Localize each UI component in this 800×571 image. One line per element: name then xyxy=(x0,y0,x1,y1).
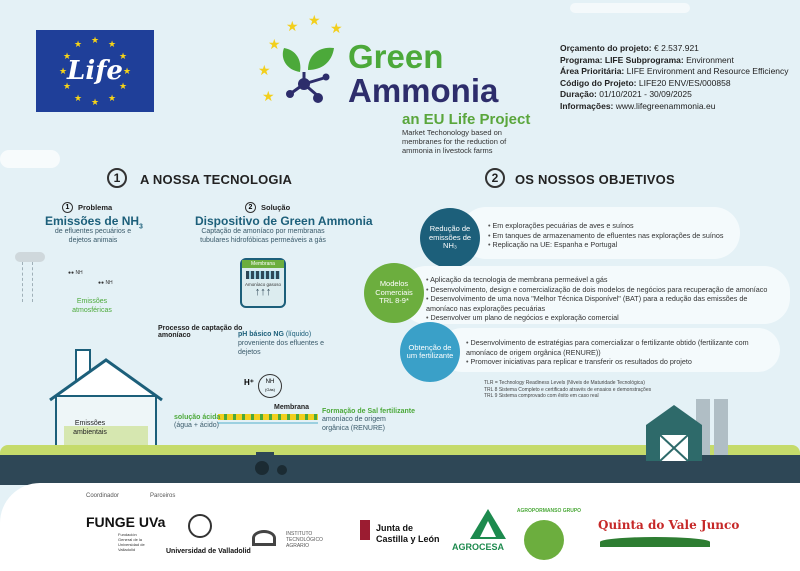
ph-description: proveniente dos efluentes e dejetos xyxy=(238,340,325,356)
star-icon: ★ xyxy=(108,93,117,103)
objective-circle-2: Modelos Comerciais TRL 8-9* xyxy=(364,263,424,323)
objective-item: • Em explorações pecuárias de aves e suínos xyxy=(488,221,730,231)
emissoes-atmosfericas-label: Emissões atmosféricas xyxy=(72,298,112,314)
objective-circle-1: Redução de emissões de NH₃ xyxy=(420,208,480,268)
eu-life-logo xyxy=(36,30,154,112)
nh3-small-label: NH xyxy=(105,280,113,286)
star-icon: ★ xyxy=(268,36,281,52)
info-value: LIFE Environment and Resource Efficiency xyxy=(626,66,789,76)
info-line xyxy=(560,43,789,55)
nh3-molecule: ●● NH xyxy=(68,270,83,276)
objective-item: • Desenvolvimento de estratégias para comercializar o fertilizante obtido (fertilizante com amoníaco de origem orgânica (RENURE)) xyxy=(466,338,770,357)
solution-description: Captação de amoníaco por membranas tubulares hidrofóbicas permeáveis a gás xyxy=(200,228,326,244)
membrane-label: Membrana xyxy=(242,260,284,268)
farm-barn-illustration xyxy=(640,395,740,465)
ph-basico-text: pH básico NG xyxy=(238,331,284,338)
cloud-icon xyxy=(15,252,45,262)
star-icon: ★ xyxy=(108,39,117,49)
partner-funge-sub: Fundación General de la Universidad de Valladolid xyxy=(118,532,145,552)
itacyl-logo-icon xyxy=(252,530,276,546)
star-icon: ★ xyxy=(330,20,343,36)
partner-agrocesa: AGROCESA xyxy=(452,542,505,552)
rain-icon xyxy=(32,262,33,302)
objective-item: • Desenvolvimento de uma nova "Melhor Técnica Disponível" (BAT) para a redução das emissões de amoníaco nas explorações pecuárias xyxy=(426,294,780,313)
molecule-leaf-icon xyxy=(278,40,342,108)
objective-box-2 xyxy=(400,266,790,324)
cloud xyxy=(0,150,60,168)
brand-description: Market Techonology based on membranes for the reduction of ammonia in livestock farms xyxy=(402,128,507,155)
nh3-small-label: NH xyxy=(75,270,83,276)
problem-heading-sub: 3 xyxy=(139,223,143,231)
star-icon: ★ xyxy=(286,18,299,34)
up-arrows-icon: ↑↑↑ xyxy=(254,286,272,298)
objective-item: • Aplicação da tecnologia de membrana permeável a gás xyxy=(426,275,780,285)
objective-circle-3: Obtenção de um fertilizante xyxy=(400,322,460,382)
processo-label: Processo de captação do amoníaco xyxy=(158,325,243,339)
nh3-gas-label: (Gás) xyxy=(265,387,275,392)
brand-subtitle: an EU Life Project xyxy=(402,111,531,128)
info-label: Orçamento do projeto: xyxy=(560,43,652,53)
emissoes-ambientais-label: Emissões ambientais xyxy=(73,420,107,436)
info-value: 01/10/2021 - 30/09/2025 xyxy=(599,89,692,99)
info-label: Duração: xyxy=(560,89,597,99)
agropormanso-logo-icon xyxy=(524,520,564,560)
cloud xyxy=(570,3,690,13)
solution-heading: Dispositivo de Green Ammonia xyxy=(195,214,373,228)
jcyl-shield-icon xyxy=(360,520,370,540)
section-2-number: 2 xyxy=(485,168,505,188)
info-value: Environment xyxy=(686,54,734,65)
star-icon: ★ xyxy=(74,39,83,49)
info-label: Código do Projeto: xyxy=(560,77,637,88)
info-line xyxy=(560,78,789,90)
membrane-tube xyxy=(218,414,318,420)
star-icon: ★ xyxy=(74,93,83,103)
trl-note: TLR = Technology Readiness Levels (Níveis de Maturidade Tecnológica) xyxy=(484,380,645,386)
objective-item: • Replicação na UE: Espanha e Portugal xyxy=(488,240,730,250)
tractor-icon xyxy=(248,446,292,476)
h-plus-label: H⁺ xyxy=(244,378,254,387)
star-icon: ★ xyxy=(91,35,100,45)
star-icon: ★ xyxy=(308,12,321,28)
star-icon: ★ xyxy=(91,97,100,107)
trl-note: TRL 8 Sistema Completo e certificado através de ensaios e demonstrações xyxy=(484,386,652,393)
star-icon: ★ xyxy=(123,66,132,76)
uva-seal-icon xyxy=(188,514,212,538)
star-icon: ★ xyxy=(119,81,128,91)
section-1-title: A NOSSA TECNOLOGIA xyxy=(140,172,293,187)
info-line xyxy=(560,66,789,78)
info-value: € 2.537.921 xyxy=(654,43,699,53)
star-icon: ★ xyxy=(258,62,271,78)
objective-item: • Promover iniciativas para replicar e transferir os resultados do projeto xyxy=(466,357,770,367)
partner-uva: Universidad de Valladolid xyxy=(166,548,251,555)
partners-label: Parceiros xyxy=(150,493,176,499)
partner-itacyl: INSTITUTO TECNOLÓGICO AGRARIO xyxy=(286,531,323,549)
star-icon: ★ xyxy=(63,81,72,91)
brand-title-2: Ammonia xyxy=(348,72,499,109)
formacao-desc: amoníaco de origem orgânica (RENURE) xyxy=(322,416,386,432)
partner-agropormanso: AGROPORMANSO GRUPO xyxy=(516,508,582,514)
section-1-number: 1 xyxy=(107,168,127,188)
problem-heading-text: Emissões de NH xyxy=(45,214,140,228)
ph-liquido-text: (líquido) xyxy=(285,331,312,338)
solution-label: Solução xyxy=(261,203,291,212)
problem-label: Problema xyxy=(78,203,113,212)
nh3-gas-molecule xyxy=(258,374,282,398)
info-label: Programa: LIFE Subprograma: xyxy=(560,54,684,65)
nh3-molecule: ●● NH xyxy=(98,280,113,286)
objective-box-3 xyxy=(440,328,780,372)
membrane-device xyxy=(240,258,286,308)
objective-box-1 xyxy=(460,207,740,259)
partner-funge xyxy=(86,514,165,530)
trl-notes xyxy=(484,380,651,400)
nh3-label: NH xyxy=(265,379,275,385)
info-value[interactable]: www.lifegreenammonia.eu xyxy=(615,100,716,111)
solucao-acida-label: solução ácida xyxy=(174,414,221,421)
info-line xyxy=(560,55,789,67)
section-2-title: OS NOSSOS OBJETIVOS xyxy=(515,172,675,187)
info-line xyxy=(560,89,789,101)
formacao-label: Formação de Sal fertilizante xyxy=(322,408,415,415)
membrane-strip xyxy=(246,271,280,279)
objective-item: • Desenvolvimento, design e comercialização de dois modelos de negócios para recuperação de amoníaco xyxy=(426,285,780,295)
solution-number: 2 xyxy=(245,202,256,213)
info-value: LIFE20 ENV/ES/000858 xyxy=(638,77,731,88)
membrane-flow xyxy=(218,422,318,424)
agrocesa-logo-icon xyxy=(468,507,508,541)
ph-basico-label xyxy=(238,331,311,338)
trl-note: TRL 9 Sistema comprovado com êxito em caso real xyxy=(484,393,599,399)
partner-funge-name: FUNGE UVa xyxy=(86,514,166,530)
partner-jcyl: Junta de Castilla y León xyxy=(376,523,440,544)
objective-item: • Desenvolver um plano de negócios e exploração comercial xyxy=(426,313,780,323)
project-info xyxy=(560,43,789,112)
problem-description: de efluentes pecuários e dejetos animais xyxy=(54,228,132,244)
objective-item: • Em tanques de armazenamento de efluentes nas explorações de suínos xyxy=(488,231,730,241)
star-icon: ★ xyxy=(262,88,275,104)
info-line xyxy=(560,101,789,113)
life-logo-text: Life xyxy=(67,56,123,86)
rain-icon xyxy=(22,262,23,302)
info-label: Área Prioritária: xyxy=(560,66,625,76)
star-icon: ★ xyxy=(119,51,128,61)
coordinator-label: Coordinador xyxy=(86,493,120,499)
amoniaco-gasoso-label: Amoníaco gasoso xyxy=(244,282,282,287)
membrana-label: Membrana xyxy=(274,404,310,411)
star-icon: ★ xyxy=(59,66,68,76)
partner-quinta: Quinta do Vale Junco xyxy=(598,518,740,532)
quinta-hill-icon xyxy=(600,537,710,547)
info-label: Informações: xyxy=(560,100,614,111)
problem-number: 1 xyxy=(62,202,73,213)
solucao-acida-desc: (água + ácido) xyxy=(174,422,219,429)
star-icon: ★ xyxy=(63,51,72,61)
brand-title: Green xyxy=(348,38,444,75)
